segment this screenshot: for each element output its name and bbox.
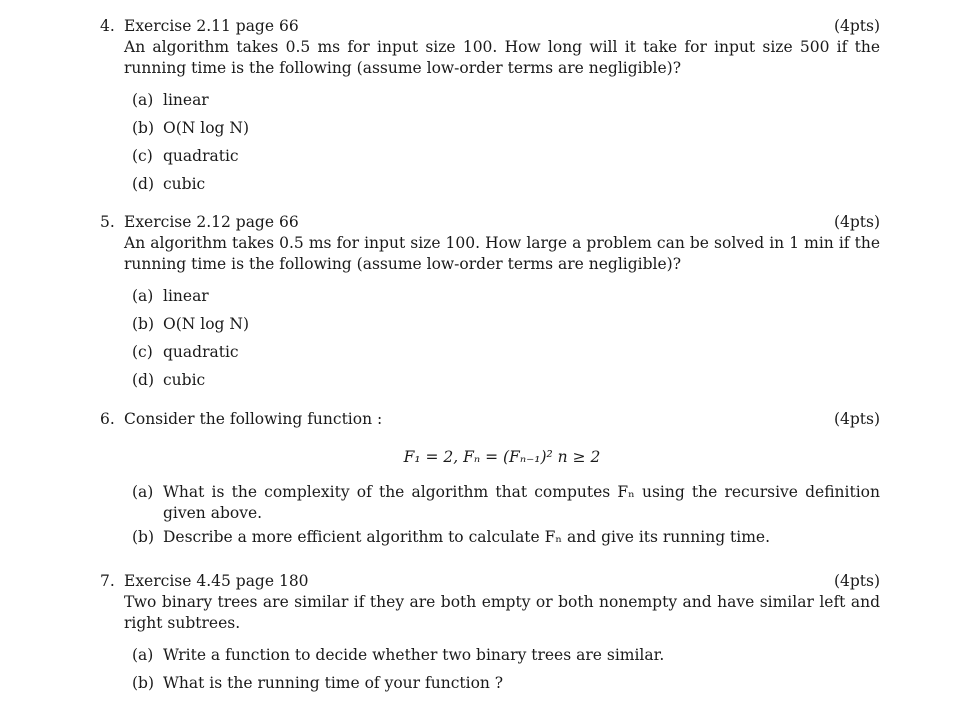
problem-7 xyxy=(100,571,880,701)
problem-title: Exercise 2.12 page 66 xyxy=(124,213,299,231)
problem-points: (4pts) xyxy=(833,572,880,590)
subquestion-item xyxy=(132,342,880,363)
problem-points: (4pts) xyxy=(833,213,880,231)
subquestion-item xyxy=(132,482,880,524)
subquestion-list xyxy=(100,645,880,694)
subquestion-label: (a) xyxy=(132,91,154,109)
subquestion-label: (b) xyxy=(132,528,155,546)
subquestion-text: linear xyxy=(163,91,209,109)
problem-points: (4pts) xyxy=(833,410,880,428)
problem-header xyxy=(100,571,880,592)
subquestion-text: Describe a more efficient algorithm to calculate Fₙ and give its running time. xyxy=(163,528,771,546)
problem-header xyxy=(100,409,880,430)
subquestion-label: (b) xyxy=(132,315,155,333)
subquestion-item xyxy=(132,527,880,548)
problem-5 xyxy=(100,212,880,398)
subquestion-text: What is the complexity of the algorithm that computes Fₙ using the recursive definition given above. xyxy=(163,483,880,522)
problem-number: 7. xyxy=(100,572,115,590)
subquestion-label: (a) xyxy=(132,287,154,305)
subquestion-text: What is the running time of your function ? xyxy=(163,674,504,692)
problem-statement: Two binary trees are similar if they are both empty or both nonempty and have similar left and right subtrees. xyxy=(124,593,880,632)
subquestion-list xyxy=(100,286,880,391)
problem-header xyxy=(100,16,880,37)
subquestion-label: (d) xyxy=(132,371,155,389)
subquestion-item xyxy=(132,673,880,694)
subquestion-text: cubic xyxy=(163,371,206,389)
subquestion-item xyxy=(132,286,880,307)
problem-statement: An algorithm takes 0.5 ms for input size 100. How large a problem can be solved in 1 min if the running time is the following (assume low-order terms are negligible)? xyxy=(124,234,880,273)
subquestion-label: (c) xyxy=(132,343,153,361)
recurrence-formula: F₁ = 2, Fₙ = (Fₙ₋₁)² n ≥ 2 xyxy=(403,448,601,466)
problem-4 xyxy=(100,16,880,202)
subquestion-label: (a) xyxy=(132,646,154,664)
subquestion-item xyxy=(132,146,880,167)
subquestion-label: (b) xyxy=(132,674,155,692)
problem-number: 6. xyxy=(100,410,115,428)
subquestion-label: (a) xyxy=(132,483,154,501)
subquestion-list xyxy=(100,90,880,195)
problem-number: 5. xyxy=(100,213,115,231)
subquestion-item xyxy=(132,90,880,111)
subquestion-text: quadratic xyxy=(163,343,239,361)
subquestion-text: linear xyxy=(163,287,209,305)
problem-header xyxy=(100,212,880,233)
subquestion-text: Write a function to decide whether two binary trees are similar. xyxy=(163,646,665,664)
subquestion-text: O(N log N) xyxy=(163,119,249,137)
subquestion-item xyxy=(132,314,880,335)
problem-title: Consider the following function : xyxy=(124,410,383,428)
subquestion-text: O(N log N) xyxy=(163,315,249,333)
subquestion-label: (c) xyxy=(132,147,153,165)
subquestion-item xyxy=(132,645,880,666)
problem-title: Exercise 2.11 page 66 xyxy=(124,17,299,35)
subquestion-label: (b) xyxy=(132,119,155,137)
problem-number: 4. xyxy=(100,17,115,35)
subquestion-text: cubic xyxy=(163,175,206,193)
subquestion-item xyxy=(132,118,880,139)
subquestion-item xyxy=(132,370,880,391)
subquestion-text: quadratic xyxy=(163,147,239,165)
subquestion-item xyxy=(132,174,880,195)
problem-6 xyxy=(100,409,880,555)
problem-statement: An algorithm takes 0.5 ms for input size 100. How long will it take for input size 500 if the running time is the following (assume low-order terms are negligible)? xyxy=(124,38,880,77)
problem-title: Exercise 4.45 page 180 xyxy=(124,572,309,590)
subquestion-list xyxy=(100,482,880,548)
problem-points: (4pts) xyxy=(833,17,880,35)
subquestion-label: (d) xyxy=(132,175,155,193)
